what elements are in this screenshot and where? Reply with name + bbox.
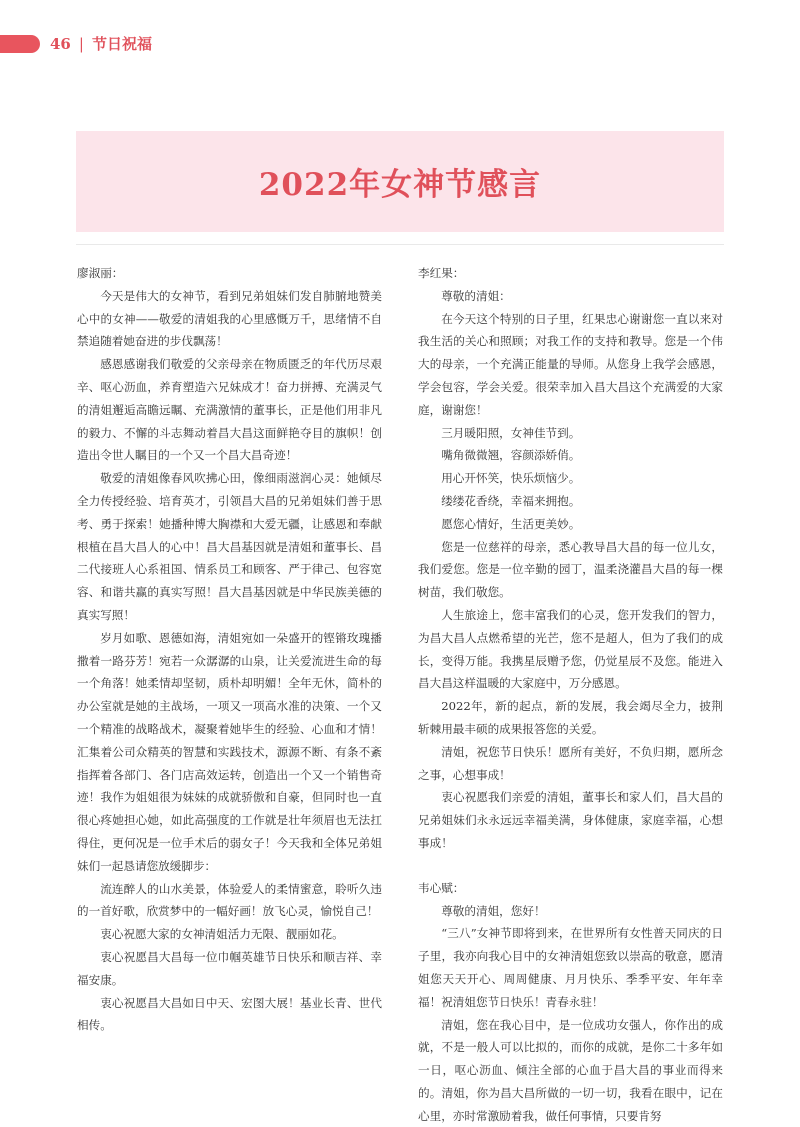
article-title: 2022年女神节感言 (259, 159, 541, 204)
paragraph: 2022年，新的起点，新的发展，我会竭尽全力，披荆斩棘用最丰硕的成果报答您的关爱。 (418, 695, 723, 741)
paragraph: 流连醉人的山水美景，体验爱人的柔情蜜意，聆听久违的一首好歌，欣赏梦中的一幅好画！放飞心灵，愉悦自己！ (77, 878, 382, 924)
paragraph: 清姐，您在我心目中，是一位成功女强人，你作出的成就，不是一般人可以比拟的，而你的成就，是你二十多年如一日，呕心沥血、倾注全部的心血于昌大昌的事业而得来的。清姐，你为昌大昌所做的一切一切，我看在眼中，记在心里，亦时常激励着我，做任何事情，只要肯努 (418, 1014, 723, 1127)
paragraph: “三八”女神节即将到来，在世界所有女性普天同庆的日子里，我亦向我心目中的女神清姐您致以崇高的敬意，愿清姐您天天开心、周周健康、月月快乐、季季平安、年年幸福！祝清姐您节日快乐！青春永驻！ (418, 922, 723, 1013)
paragraph: 衷心祝愿我们亲爱的清姐，董事长和家人们，昌大昌的兄弟姐妹们永永远远幸福美满，身体健康，家庭幸福，心想事成！ (418, 786, 723, 854)
paragraph: 尊敬的清姐： (418, 285, 723, 308)
right-column (418, 262, 723, 1127)
paragraph: 您是一位慈祥的母亲，悉心教导昌大昌的每一位儿女，我们爱您。您是一位辛勤的园丁，温柔浇灌昌大昌的每一棵树苗，我们敬您。 (418, 536, 723, 604)
author-name: 韦心赋： (418, 877, 723, 900)
paragraph: 嘴角微微翘，容颜添娇俏。 (418, 444, 723, 467)
paragraph: 尊敬的清姐，您好！ (418, 900, 723, 923)
paragraph: 衷心祝愿大家的女神清姐活力无限、靓丽如花。 (77, 923, 382, 946)
section-gap (418, 855, 723, 877)
paragraph: 衷心祝愿昌大昌如日中天、宏图大展！基业长青、世代相传。 (77, 992, 382, 1038)
author-name: 李红果： (418, 262, 723, 285)
paragraph: 感恩感谢我们敬爱的父亲母亲在物质匮乏的年代历尽艰辛、呕心沥血，养育塑造六兄妹成才！奋力拼搏、充满灵气的清姐邂逅高瞻远瞩、充满激情的董事长，正是他们用非凡的毅力、不懈的斗志舞动着昌大昌这面鲜艳夺目的旗帜！创造出令世人瞩目的一个又一个昌大昌奇迹！ (77, 353, 382, 467)
paragraph: 愿您心情好，生活更美妙。 (418, 513, 723, 536)
paragraph: 敬爱的清姐像春风吹拂心田，像细雨滋润心灵：她倾尽全力传授经验、培育英才，引领昌大昌的兄弟姐妹们善于思考、勇于探索！她播种博大胸襟和大爱无疆，让感恩和奉献根植在昌大昌人的心中！昌大昌基因就是清姐和董事长、昌二代接班人心系祖国、情系员工和顾客、严于律己、包容宽容、和谐共赢的真实写照！昌大昌基因就是中华民族美德的真实写照！ (77, 467, 382, 627)
paragraph: 三月暖阳照，女神佳节到。 (418, 422, 723, 445)
title-divider (76, 244, 724, 245)
paragraph: 衷心祝愿昌大昌每一位巾帼英雄节日快乐和顺吉祥、幸福安康。 (77, 946, 382, 992)
page-header (50, 33, 152, 55)
paragraph: 今天是伟大的女神节，看到兄弟姐妹们发自肺腑地赞美心中的女神——敬爱的清姐我的心里感慨万千，思绪情不自禁追随着她奋进的步伐飘荡！ (77, 285, 382, 353)
section-title: 节日祝福 (92, 35, 152, 53)
paragraph: 在今天这个特别的日子里，红果忠心谢谢您一直以来对我生活的关心和照顾；对我工作的支持和教导。您是一个伟大的母亲，一个充满正能量的导师。从您身上我学会感恩，学会包容，学会关爱。很荣幸加入昌大昌这个充满爱的大家庭，谢谢您！ (418, 308, 723, 422)
paragraph: 清姐，祝您节日快乐！愿所有美好，不负归期，愿所念之事，心想事成！ (418, 741, 723, 787)
paragraph: 缕缕花香绕，幸福来拥抱。 (418, 490, 723, 513)
header-separator: | (79, 35, 84, 53)
title-banner (76, 131, 724, 232)
paragraph: 人生旅途上，您丰富我们的心灵，您开发我们的智力，为昌大昌人点燃希望的光芒，您不是超人，但为了我们的成长，变得万能。我携星辰赠予您，仍觉星辰不及您。能进入昌大昌这样温暖的大家庭中，万分感恩。 (418, 604, 723, 695)
page-number: 46 (50, 35, 71, 53)
header-accent-bar (0, 35, 40, 53)
paragraph: 用心开怀笑，快乐烦恼少。 (418, 467, 723, 490)
left-column (77, 262, 382, 1037)
paragraph: 岁月如歌、恩德如海，清姐宛如一朵盛开的铿锵玫瑰播撒着一路芬芳！宛若一众潺潺的山泉，让关爱流进生命的每一个角落！她柔情却坚韧，质朴却明媚！全年无休，简朴的办公室就是她的主战场，一项又一项高水准的决策、一个又一个精准的战略战术，凝聚着她毕生的经验、心血和才情！汇集着公司众精英的智慧和实践技术，源源不断、有条不紊指挥着各部门、各门店高效运转，创造出一个又一个销售奇迹！我作为姐姐很为妹妹的成就骄傲和自豪，但同时也一直很心疼她担心她，如此高强度的工作就是壮年须眉也无法扛得住，更何况是一位手术后的弱女子！今天我和全体兄弟姐妹们一起恳请您放缓脚步： (77, 627, 382, 878)
author-name: 廖淑丽： (77, 262, 382, 285)
